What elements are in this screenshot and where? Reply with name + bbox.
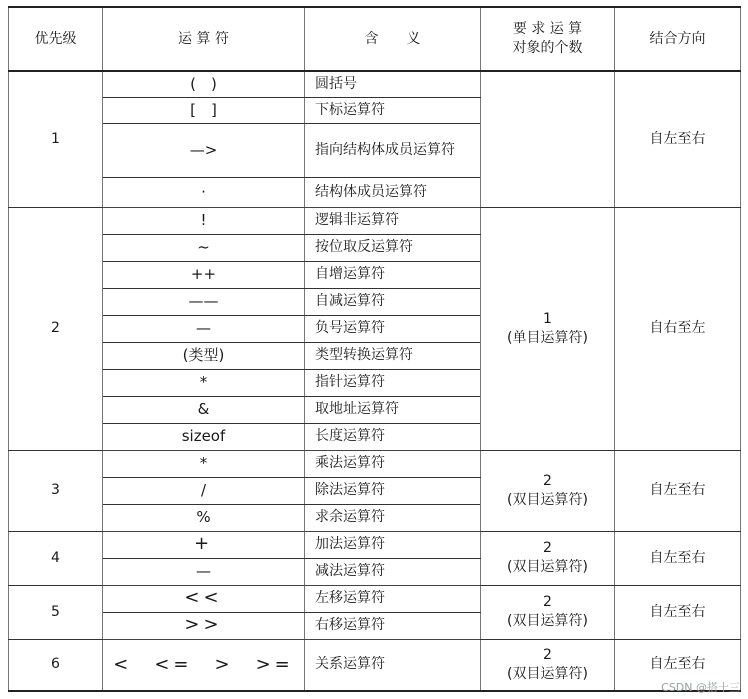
operator-cell: — <box>103 558 305 585</box>
meaning-cell: 除法运算符 <box>305 477 481 504</box>
meaning-cell: 自增运算符 <box>305 261 481 288</box>
priority-cell: 4 <box>9 531 103 585</box>
assoc-cell: 自左至右 <box>615 71 741 207</box>
meaning-cell: 左移运算符 <box>305 585 481 612</box>
priority-cell: 5 <box>9 585 103 639</box>
meaning-cell: 乘法运算符 <box>305 450 481 477</box>
header-assoc: 结合方向 <box>615 7 741 71</box>
meaning-cell: 自减运算符 <box>305 288 481 315</box>
operator-cell: >> <box>103 612 305 639</box>
header-meaning: 含 义 <box>305 7 481 71</box>
operator-cell: [ ] <box>103 97 305 123</box>
operands-cell <box>481 531 615 585</box>
meaning-cell: 指针运算符 <box>305 369 481 396</box>
table-row <box>9 531 741 558</box>
operator-cell: * <box>103 450 305 477</box>
assoc-cell: 自左至右 <box>615 639 741 691</box>
operands-cell <box>481 450 615 531</box>
operands-count: 1 <box>543 310 552 327</box>
operator-cell: sizeof <box>103 423 305 450</box>
operator-cell: + <box>103 531 305 558</box>
meaning-cell: 下标运算符 <box>305 97 481 123</box>
operands-type: (双目运算符) <box>507 665 588 682</box>
meaning-cell: 右移运算符 <box>305 612 481 639</box>
operands-count: 2 <box>543 472 552 489</box>
assoc-cell: 自左至右 <box>615 531 741 585</box>
operands-cell <box>481 585 615 639</box>
operands-cell <box>481 207 615 450</box>
meaning-cell: 关系运算符 <box>305 639 481 691</box>
header-operator: 运 算 符 <box>103 7 305 71</box>
operator-cell: / <box>103 477 305 504</box>
operator-cell: * <box>103 369 305 396</box>
operator-cell: << <box>103 585 305 612</box>
operator-cell: ( ) <box>103 71 305 97</box>
meaning-cell: 负号运算符 <box>305 315 481 342</box>
table-row <box>9 450 741 477</box>
operands-type: (双目运算符) <box>507 613 588 629</box>
operator-cell: — <box>103 315 305 342</box>
operator-cell: ! <box>103 207 305 234</box>
meaning-cell: 按位取反运算符 <box>305 234 481 261</box>
operator-cell: ++ <box>103 261 305 288</box>
table-body <box>9 71 741 691</box>
operator-cell: —— <box>103 288 305 315</box>
meaning-cell: 结构体成员运算符 <box>305 177 481 207</box>
operands-type: (双目运算符) <box>507 559 588 575</box>
header-operands <box>481 7 615 71</box>
priority-cell: 6 <box>9 639 103 691</box>
meaning-cell: 类型转换运算符 <box>305 342 481 369</box>
meaning-cell: 加法运算符 <box>305 531 481 558</box>
watermark: CSDN @搭十三 <box>661 681 740 694</box>
table-row <box>9 639 741 691</box>
operator-precedence-table <box>8 6 741 692</box>
operator-cell: ~ <box>103 234 305 261</box>
operands-type: (单目运算符) <box>507 329 588 346</box>
operands-count: 2 <box>543 646 552 663</box>
priority-cell: 2 <box>9 207 103 450</box>
operands-count: 2 <box>543 594 552 611</box>
operands-count: 2 <box>543 540 552 557</box>
meaning-cell: 长度运算符 <box>305 423 481 450</box>
meaning-cell: 指向结构体成员运算符 <box>305 123 481 177</box>
operands-cell <box>481 71 615 207</box>
meaning-cell: 减法运算符 <box>305 558 481 585</box>
assoc-cell: 自右至左 <box>615 207 741 450</box>
assoc-cell: 自左至右 <box>615 450 741 531</box>
operator-cell: % <box>103 504 305 531</box>
meaning-cell: 逻辑非运算符 <box>305 207 481 234</box>
meaning-cell: 取地址运算符 <box>305 396 481 423</box>
table-row <box>9 207 741 234</box>
header-row <box>9 7 741 71</box>
meaning-cell: 求余运算符 <box>305 504 481 531</box>
assoc-cell: 自左至右 <box>615 585 741 639</box>
operator-cell: (类型) <box>103 342 305 369</box>
header-priority: 优先级 <box>9 7 103 71</box>
priority-cell: 1 <box>9 71 103 207</box>
header-operands-line1: 要 求 运 算 <box>512 21 583 38</box>
operator-cell: —> <box>103 123 305 177</box>
operands-type: (双目运算符) <box>507 491 588 508</box>
table-row <box>9 585 741 612</box>
priority-cell: 3 <box>9 450 103 531</box>
operator-cell: · <box>103 177 305 207</box>
operator-cell: & <box>103 396 305 423</box>
operator-cell: < <= > >= <box>103 639 305 691</box>
operands-cell <box>481 639 615 691</box>
header-operands-line2: 对象的个数 <box>512 40 583 56</box>
table-row <box>9 71 741 97</box>
meaning-cell: 圆括号 <box>305 71 481 97</box>
